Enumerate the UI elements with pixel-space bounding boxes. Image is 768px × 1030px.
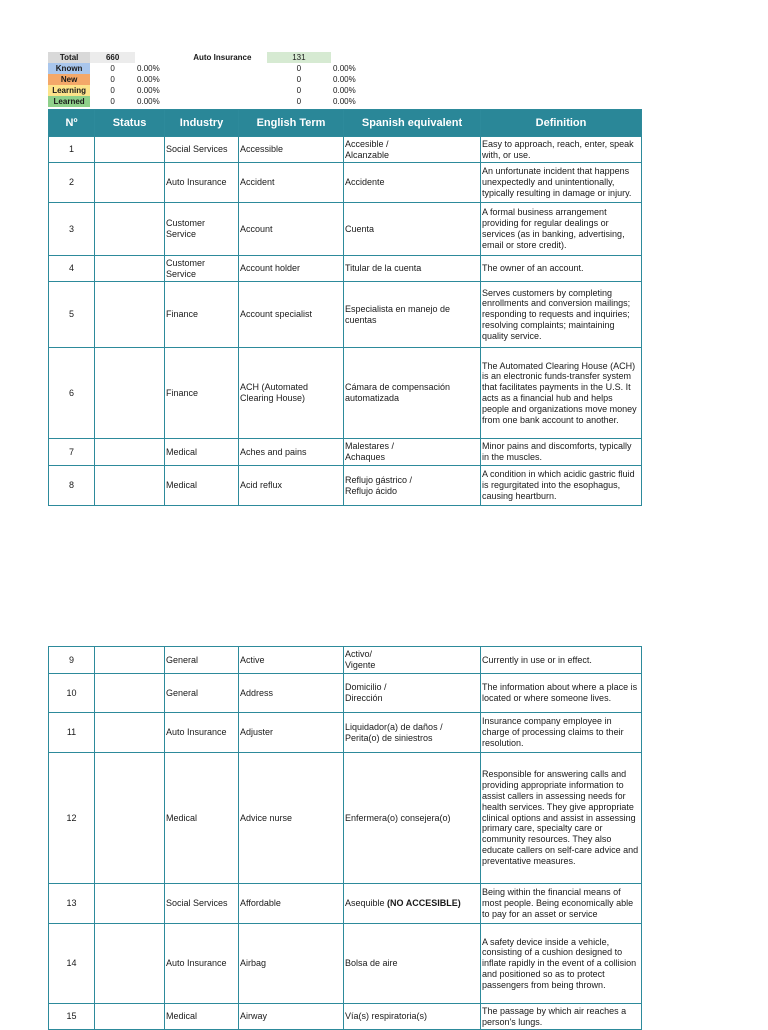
term-spanish: [344, 282, 481, 348]
term-english: Airway: [239, 1004, 344, 1030]
summary-count: 0: [110, 97, 115, 106]
term-definition: The information about where a place is located or where someone lives.: [481, 674, 642, 713]
term-status[interactable]: [95, 647, 165, 674]
summary-percent: 0.00%: [137, 75, 160, 84]
term-industry: Customer Service: [165, 203, 239, 256]
term-english: Active: [239, 647, 344, 674]
term-status[interactable]: [95, 439, 165, 466]
term-status[interactable]: [95, 466, 165, 506]
term-spanish-text: Especialista en manejo de cuentas: [345, 303, 451, 325]
summary-category-label: [185, 74, 267, 85]
header-spanish-equivalent: Spanish equivalent: [344, 110, 481, 137]
summary-label: Learned: [48, 96, 90, 107]
term-spanish: [344, 163, 481, 203]
term-row: [49, 674, 642, 713]
term-row: [49, 163, 642, 203]
summary-category-percent: 0.00%: [333, 75, 356, 84]
term-spanish: [344, 924, 481, 1004]
term-spanish-note: (NO ACCESIBLE): [387, 898, 461, 909]
term-english: Account: [239, 203, 344, 256]
summary-block: [48, 52, 378, 107]
summary-category-count: 131: [267, 52, 331, 63]
summary-category-percent: 0.00%: [333, 86, 356, 95]
term-english: Advice nurse: [239, 753, 344, 884]
term-spanish-text: Liquidador(a) de daños / Perita(o) de siniestros: [345, 721, 443, 743]
term-number: 1: [49, 137, 95, 163]
summary-count: 0: [110, 75, 115, 84]
header-definition: Definition: [481, 110, 642, 137]
term-definition: Serves customers by completing enrollments and conversion mailings; responding to requests and inquiries; resolving complaints; maintaining quality service.: [481, 282, 642, 348]
term-english: Account holder: [239, 256, 344, 282]
term-number: 5: [49, 282, 95, 348]
summary-count: 0: [110, 86, 115, 95]
term-definition: Being within the financial means of most people. Being economically able to pay for an asset or service: [481, 884, 642, 924]
term-english: Account specialist: [239, 282, 344, 348]
term-english: ACH (Automated Clearing House): [239, 348, 344, 439]
term-definition: A formal business arrangement providing for regular dealings or services (as in banking, advertising, email or store credit).: [481, 203, 642, 256]
term-spanish-text: Enfermera(o) consejera(o): [345, 812, 451, 823]
term-english: Address: [239, 674, 344, 713]
summary-category-percent: [331, 52, 378, 63]
term-definition: The Automated Clearing House (ACH) is an electronic funds-transfer system that facilitates payments in the U.S. It acts as a financial hub and helps people and organizations move money from one bank account to another.: [481, 348, 642, 439]
header-status: Status: [95, 110, 165, 137]
summary-table: [48, 52, 378, 107]
term-definition: An unfortunate incident that happens unexpectedly and unintentionally, typically resulting in damage or injury.: [481, 163, 642, 203]
term-definition: The passage by which air reaches a person's lungs.: [481, 1004, 642, 1030]
term-row: [49, 466, 642, 506]
term-spanish: [344, 647, 481, 674]
term-industry: Medical: [165, 466, 239, 506]
summary-percent: [135, 52, 185, 63]
summary-row: [48, 52, 378, 63]
term-spanish: [344, 884, 481, 924]
term-definition: A safety device inside a vehicle, consisting of a cushion designed to inflate rapidly in the event of a collision and positioned so as to protect passengers from being thrown.: [481, 924, 642, 1004]
terms-table-continued: [48, 646, 642, 1030]
term-industry: Auto Insurance: [165, 713, 239, 753]
term-status[interactable]: [95, 1004, 165, 1030]
summary-percent: 0.00%: [137, 64, 160, 73]
term-status[interactable]: [95, 256, 165, 282]
term-industry: Social Services: [165, 137, 239, 163]
summary-category-label: [185, 96, 267, 107]
term-row: [49, 647, 642, 674]
summary-row: [48, 85, 378, 96]
term-definition: Responsible for answering calls and providing appropriate information to assist callers in assessing needs for health services. They give appropriate clinical options and assist in assessing primary care, specialty care or community resources. They also educate callers on self-care advice and preventative measures.: [481, 753, 642, 884]
summary-category-label: [185, 63, 267, 74]
term-spanish: [344, 1004, 481, 1030]
term-spanish-text: Bolsa de aire: [345, 958, 398, 969]
term-industry: Social Services: [165, 884, 239, 924]
term-row: [49, 713, 642, 753]
term-row: [49, 203, 642, 256]
summary-count: 660: [90, 52, 135, 63]
term-status[interactable]: [95, 924, 165, 1004]
term-number: 11: [49, 713, 95, 753]
term-spanish-text: Vía(s) respiratoria(s): [345, 1011, 428, 1022]
term-industry: Auto Insurance: [165, 163, 239, 203]
term-number: 4: [49, 256, 95, 282]
summary-percent: 0.00%: [137, 97, 160, 106]
term-english: Accessible: [239, 137, 344, 163]
term-status[interactable]: [95, 282, 165, 348]
term-spanish: [344, 439, 481, 466]
summary-row: [48, 96, 378, 107]
term-industry: Finance: [165, 348, 239, 439]
term-industry: Auto Insurance: [165, 924, 239, 1004]
term-status[interactable]: [95, 203, 165, 256]
term-english: Aches and pains: [239, 439, 344, 466]
summary-row: [48, 74, 378, 85]
term-spanish-text: Reflujo gástrico / Reflujo ácido: [345, 474, 413, 496]
term-industry: Finance: [165, 282, 239, 348]
summary-percent: 0.00%: [137, 86, 160, 95]
term-number: 6: [49, 348, 95, 439]
term-spanish: [344, 753, 481, 884]
summary-category-count: 0: [296, 86, 302, 95]
term-industry: Medical: [165, 1004, 239, 1030]
term-spanish: [344, 713, 481, 753]
term-row: [49, 1004, 642, 1030]
header-row: [49, 110, 642, 137]
term-industry: Medical: [165, 439, 239, 466]
term-spanish-text: Malestares / Achaques: [345, 441, 395, 462]
term-row: [49, 282, 642, 348]
term-english: Affordable: [239, 884, 344, 924]
term-status[interactable]: [95, 674, 165, 713]
term-status[interactable]: [95, 137, 165, 163]
term-definition: Minor pains and discomforts, typically in the muscles.: [481, 439, 642, 466]
term-english: Accident: [239, 163, 344, 203]
term-row: [49, 256, 642, 282]
term-status[interactable]: [95, 348, 165, 439]
term-number: 2: [49, 163, 95, 203]
term-spanish: [344, 466, 481, 506]
term-status[interactable]: [95, 753, 165, 884]
term-industry: Medical: [165, 753, 239, 884]
term-spanish-text: Activo/ Vigente: [345, 649, 376, 670]
term-number: 14: [49, 924, 95, 1004]
term-definition: Easy to approach, reach, enter, speak with, or use.: [481, 137, 642, 163]
summary-category-percent: 0.00%: [333, 97, 356, 106]
term-number: 3: [49, 203, 95, 256]
term-number: 9: [49, 647, 95, 674]
term-spanish: [344, 203, 481, 256]
term-definition: A condition in which acidic gastric fluid is regurgitated into the esophagus, causing heartburn.: [481, 466, 642, 506]
header-industry: Industry: [165, 110, 239, 137]
summary-category-label: Auto Insurance: [193, 53, 252, 62]
term-spanish: [344, 137, 481, 163]
term-row: [49, 924, 642, 1004]
summary-category-count: 0: [296, 64, 302, 73]
term-industry: General: [165, 647, 239, 674]
header-number: Nº: [49, 110, 95, 137]
term-number: 10: [49, 674, 95, 713]
term-number: 15: [49, 1004, 95, 1030]
term-number: 7: [49, 439, 95, 466]
term-spanish-text: Titular de la cuenta: [345, 263, 422, 274]
summary-count: 0: [110, 64, 115, 73]
terms-table: [48, 109, 642, 506]
summary-label: New: [48, 74, 90, 85]
term-status[interactable]: [95, 713, 165, 753]
summary-category-count: 0: [296, 97, 302, 106]
term-spanish-text: Domicilio / Dirección: [345, 682, 387, 703]
term-spanish: [344, 674, 481, 713]
term-row: [49, 439, 642, 466]
summary-row: [48, 63, 378, 74]
summary-category-count: 0: [296, 75, 302, 84]
header-english-term: English Term: [239, 110, 344, 137]
summary-label: Learning: [48, 85, 90, 96]
term-english: Adjuster: [239, 713, 344, 753]
term-spanish-text: Cuenta: [345, 223, 375, 234]
term-status[interactable]: [95, 163, 165, 203]
term-english: Acid reflux: [239, 466, 344, 506]
summary-label: Total: [48, 52, 90, 63]
term-spanish: [344, 348, 481, 439]
term-spanish-text: Accesible / Alcanzable: [345, 138, 390, 160]
term-number: 8: [49, 466, 95, 506]
summary-label: Known: [48, 63, 90, 74]
term-definition: Insurance company employee in charge of processing claims to their resolution.: [481, 713, 642, 753]
summary-category-percent: 0.00%: [333, 64, 356, 73]
term-number: 13: [49, 884, 95, 924]
term-definition: Currently in use or in effect.: [481, 647, 642, 674]
summary-category-label: [185, 85, 267, 96]
term-row: [49, 137, 642, 163]
term-english: Airbag: [239, 924, 344, 1004]
term-definition: The owner of an account.: [481, 256, 642, 282]
term-row: [49, 348, 642, 439]
term-spanish-text: Asequible: [345, 898, 385, 909]
term-spanish-text: Accidente: [345, 177, 385, 188]
term-spanish-text: Cámara de compensación automatizada: [345, 382, 451, 403]
term-status[interactable]: [95, 884, 165, 924]
term-number: 12: [49, 753, 95, 884]
term-row: [49, 884, 642, 924]
term-spanish: [344, 256, 481, 282]
term-row: [49, 753, 642, 884]
term-industry: General: [165, 674, 239, 713]
term-industry: Customer Service: [165, 256, 239, 282]
